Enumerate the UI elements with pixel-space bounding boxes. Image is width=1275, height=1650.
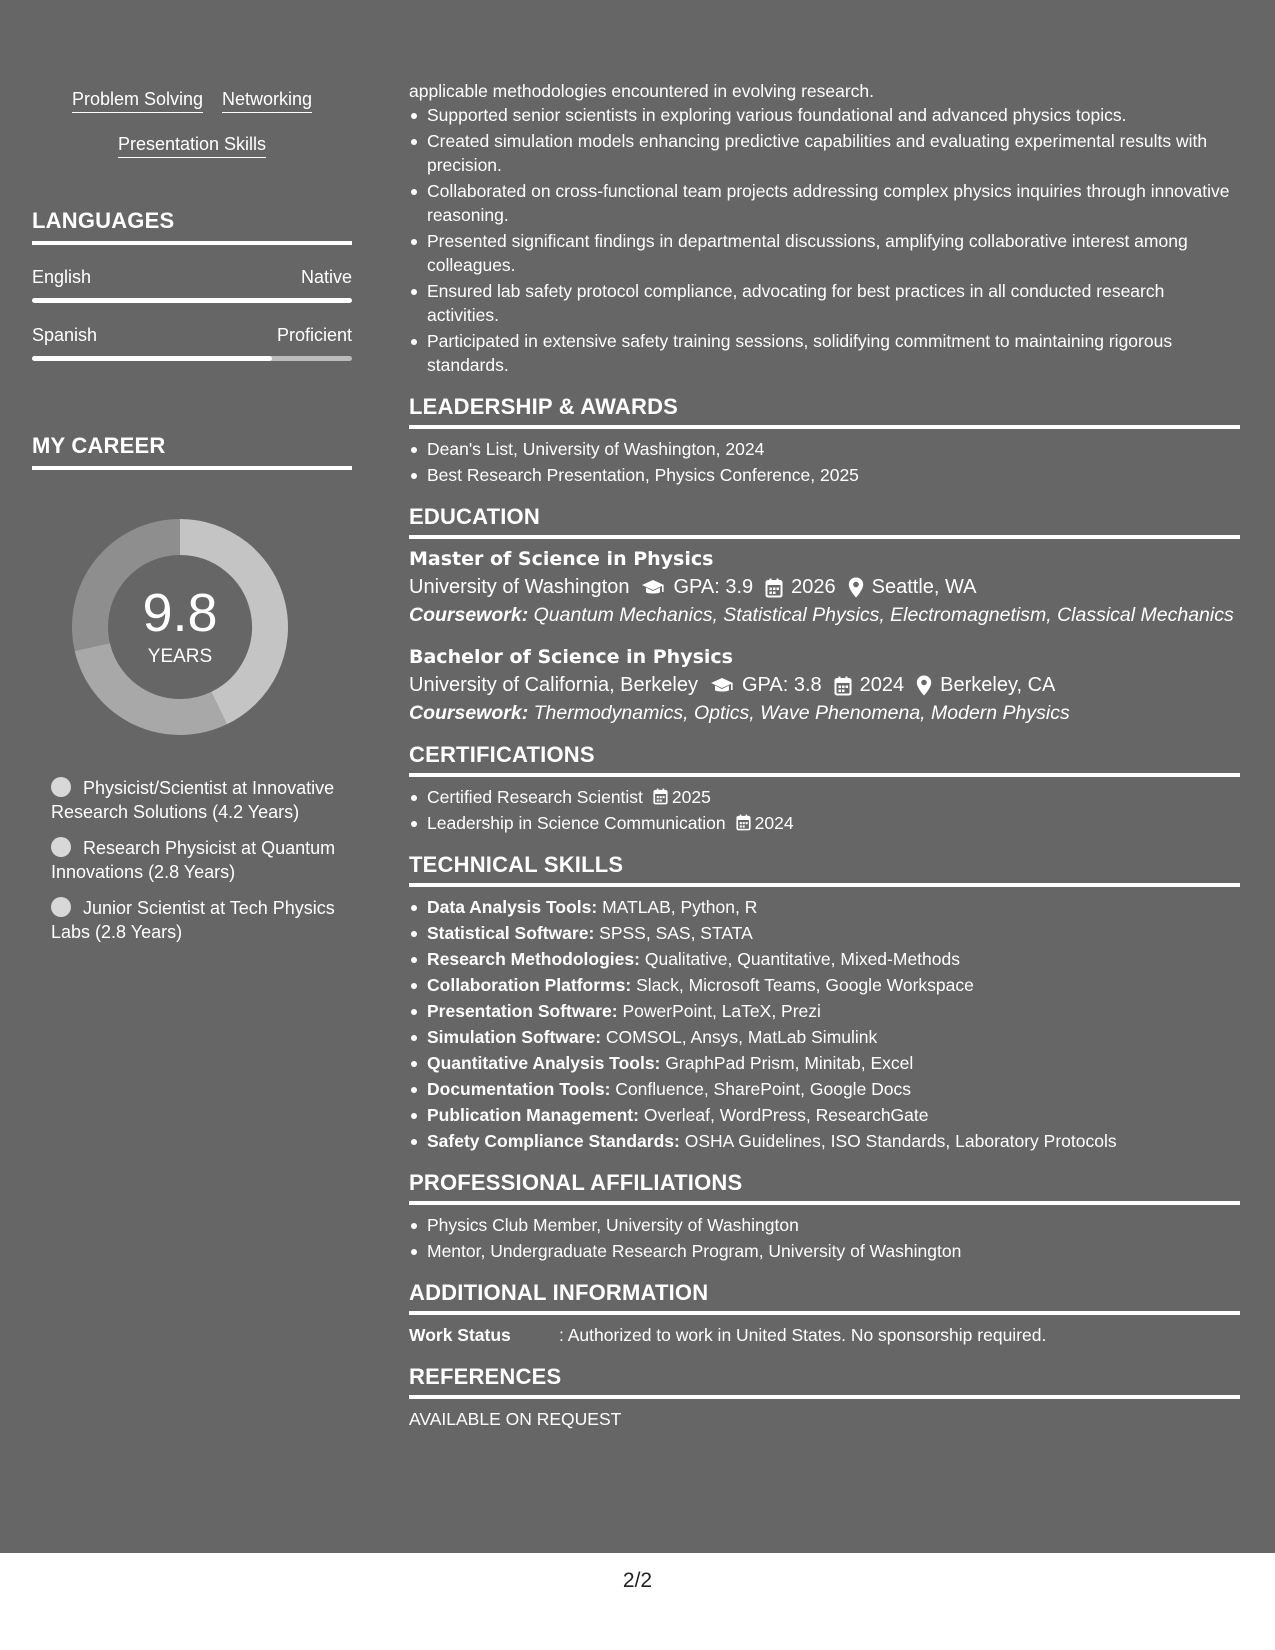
skill-tag: Presentation Skills [118, 135, 266, 158]
career-donut-chart [67, 514, 293, 740]
left-column [32, 80, 352, 956]
skill-item: Collaboration Platforms: Slack, Microsoft Teams, Google Workspace [409, 973, 1240, 997]
languages-section [32, 208, 352, 361]
skill-item: Data Analysis Tools: MATLAB, Python, R [409, 895, 1240, 919]
certification-year: 2024 [754, 813, 794, 833]
experience-bullet: Ensured lab safety protocol compliance, advocating for best practices in all conducted research activities. [409, 279, 1240, 327]
experience-continuation: applicable methodologies encountered in evolving research. [409, 81, 875, 101]
experience-bullet: Participated in extensive safety training sessions, solidifying commitment to maintaining rigorous standards. [409, 329, 1240, 377]
skill-item: Simulation Software: COMSOL, Ansys, MatLab Simulink [409, 1025, 1240, 1049]
references-text: AVAILABLE ON REQUEST [409, 1409, 622, 1429]
certification-year: 2025 [671, 787, 711, 807]
legend-dot-icon [51, 897, 71, 917]
work-status-row [409, 1323, 1240, 1347]
skill-tag: Problem Solving [72, 90, 203, 113]
page-footer [0, 1553, 1275, 1650]
certifications-heading: CERTIFICATIONS [409, 743, 1240, 777]
skill-item: Quantitative Analysis Tools: GraphPad Prism, Minitab, Excel [409, 1051, 1240, 1075]
certification-name: Leadership in Science Communication [427, 813, 726, 833]
certification-item [409, 785, 1240, 809]
location-pin-icon [848, 575, 864, 599]
career-legend-item: Physicist/Scientist at Innovative Research Solutions (4.2 Years) [51, 778, 335, 822]
language-name: Spanish [32, 325, 98, 345]
career-total-unit: YEARS [147, 646, 213, 667]
graduation-year: 2024 [859, 674, 905, 696]
certification-item [409, 811, 1240, 835]
education-heading: EDUCATION [409, 505, 1240, 539]
degree-title: Master of Science in Physics [409, 548, 714, 570]
experience-bullet: Created simulation models enhancing predictive capabilities and evaluating experimental results with precision. [409, 129, 1240, 177]
calendar-icon [736, 814, 751, 831]
additional-info-heading: ADDITIONAL INFORMATION [409, 1281, 1240, 1315]
career-section [32, 433, 352, 944]
calendar-icon [653, 788, 668, 805]
language-item [32, 267, 352, 303]
skill-item: Statistical Software: SPSS, SAS, STATA [409, 921, 1240, 945]
gpa: GPA: 3.9 [673, 576, 754, 598]
right-column [409, 79, 1240, 1431]
experience-bullets [409, 103, 1240, 377]
location-pin-icon [916, 673, 932, 697]
work-status-label: Work Status [409, 1325, 511, 1345]
language-level-fill [32, 298, 352, 303]
graduation-year: 2026 [791, 576, 836, 598]
leadership-item: Best Research Presentation, Physics Conference, 2025 [409, 463, 1240, 487]
legend-dot-icon [51, 837, 71, 857]
skill-item: Presentation Software: PowerPoint, LaTeX, Prezi [409, 999, 1240, 1023]
leadership-list [409, 437, 1240, 487]
career-heading: MY CAREER [32, 433, 352, 470]
skill-tag: Networking [222, 90, 312, 113]
experience-bullet: Supported senior scientists in exploring various foundational and advanced physics topics. [409, 103, 1240, 127]
education-entry [409, 645, 1240, 725]
affiliations-heading: PROFESSIONAL AFFILIATIONS [409, 1171, 1240, 1205]
language-level-bar [32, 356, 352, 361]
leadership-item: Dean's List, University of Washington, 2024 [409, 437, 1240, 461]
certification-name: Certified Research Scientist [427, 787, 643, 807]
career-legend [51, 776, 336, 944]
legend-dot-icon [51, 777, 71, 797]
language-name: English [32, 267, 92, 287]
career-legend-item: Junior Scientist at Tech Physics Labs (2.8 Years) [51, 898, 335, 942]
experience-bullet: Presented significant findings in departmental discussions, amplifying collaborative interest among colleagues. [409, 229, 1240, 277]
language-level-fill [32, 356, 272, 361]
affiliation-item: Mentor, Undergraduate Research Program, University of Washington [409, 1239, 1240, 1263]
graduation-cap-icon [641, 575, 665, 599]
references-heading: REFERENCES [409, 1365, 1240, 1399]
school-location: Seattle, WA [871, 576, 977, 598]
language-level-bar [32, 298, 352, 303]
career-legend-item: Research Physicist at Quantum Innovations (2.8 Years) [51, 838, 336, 882]
graduation-cap-icon [710, 673, 734, 697]
language-level: Native [300, 267, 352, 287]
experience-bullet: Collaborated on cross-functional team projects addressing complex physics inquiries through innovative reasoning. [409, 179, 1240, 227]
skill-tags [32, 80, 352, 170]
language-item [32, 325, 352, 361]
leadership-heading: LEADERSHIP & AWARDS [409, 395, 1240, 429]
affiliations-list [409, 1213, 1240, 1263]
affiliation-item: Physics Club Member, University of Washington [409, 1213, 1240, 1237]
skill-item: Publication Management: Overleaf, WordPress, ResearchGate [409, 1103, 1240, 1127]
career-total-years: 9.8 [142, 583, 218, 643]
languages-heading: LANGUAGES [32, 208, 352, 245]
calendar-icon [765, 575, 783, 599]
school-name: University of Washington [409, 576, 630, 598]
work-status-value: : Authorized to work in United States. No sponsorship required. [559, 1325, 1047, 1345]
technical-skills-list [409, 895, 1240, 1153]
certifications-list [409, 785, 1240, 835]
skill-item: Research Methodologies: Qualitative, Quantitative, Mixed-Methods [409, 947, 1240, 971]
language-level: Proficient [276, 325, 352, 345]
page-number: 2/2 [622, 1569, 653, 1592]
gpa: GPA: 3.8 [742, 674, 822, 696]
school-location: Berkeley, CA [940, 674, 1056, 696]
skill-item: Safety Compliance Standards: OSHA Guidelines, ISO Standards, Laboratory Protocols [409, 1129, 1240, 1153]
coursework: Coursework: Thermodynamics, Optics, Wave Phenomena, Modern Physics [409, 702, 1070, 724]
technical-skills-heading: TECHNICAL SKILLS [409, 853, 1240, 887]
education-entry [409, 547, 1240, 627]
calendar-icon [834, 673, 852, 697]
degree-title: Bachelor of Science in Physics [409, 646, 733, 668]
school-name: University of California, Berkeley [409, 674, 698, 696]
coursework: Coursework: Quantum Mechanics, Statistical Physics, Electromagnetism, Classical Mechanics [409, 604, 1234, 626]
skill-item: Documentation Tools: Confluence, SharePoint, Google Docs [409, 1077, 1240, 1101]
